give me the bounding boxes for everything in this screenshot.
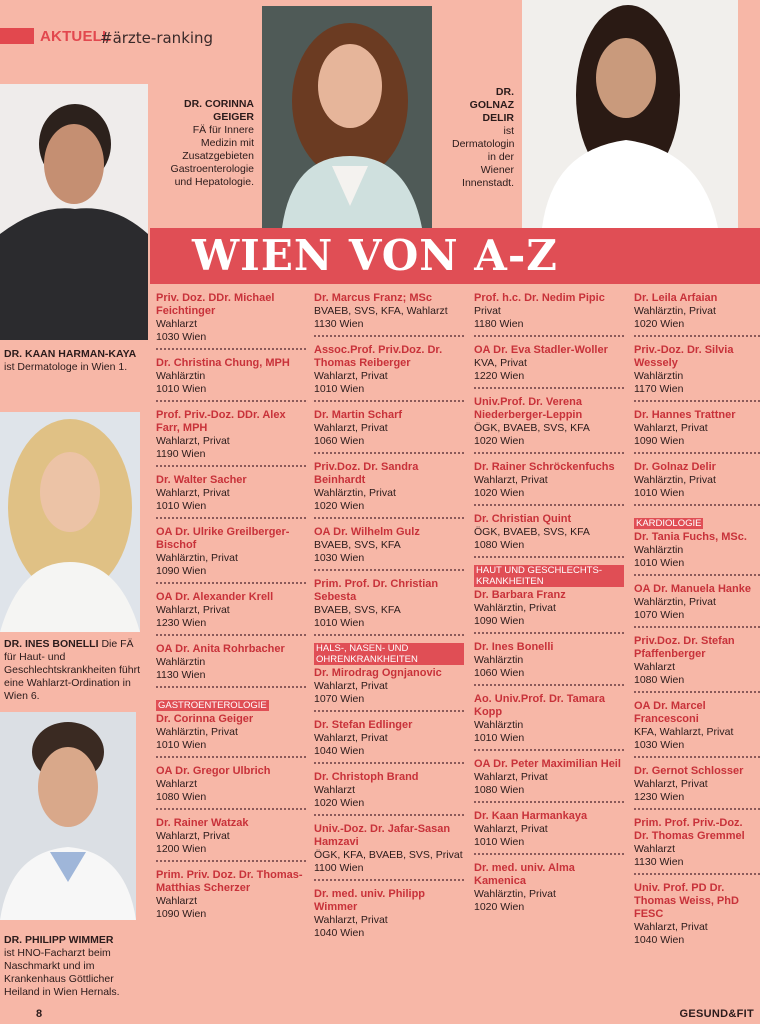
doctor-entry: [156, 472, 306, 519]
doctor-district: 1010 Wien: [474, 732, 525, 744]
doctor-insurance: Wahlärztin, Privat: [634, 305, 716, 317]
doctor-entry: [634, 880, 760, 951]
doctor-entry: [474, 639, 624, 686]
doctor-entry: [314, 290, 464, 337]
caption-harmankaya: [4, 348, 144, 374]
section-hashtag: #ärzte-ranking: [100, 29, 214, 47]
caption-geiger: [168, 98, 254, 189]
doctor-entry: [314, 524, 464, 571]
doctor-district: 1130 Wien: [314, 318, 364, 330]
doctor-column-4: [634, 290, 760, 956]
doctor-name: Prim. Prof. Dr. Christian Sebesta: [314, 578, 439, 603]
doctor-name: OA Dr. Gregor Ulbrich: [156, 765, 271, 777]
doctor-column-3: [474, 290, 624, 923]
doctor-entry: [156, 763, 306, 810]
doctor-entry: [634, 342, 760, 402]
page-number: 8: [36, 1008, 43, 1020]
portrait-photo-geiger: [262, 6, 432, 228]
doctor-district: 1080 Wien: [634, 674, 685, 686]
doctor-district: 1030 Wien: [634, 739, 685, 751]
doctor-insurance: Wahlarzt: [156, 778, 198, 790]
doctor-district: 1090 Wien: [156, 908, 207, 920]
doctor-entry: [634, 407, 760, 454]
doctor-insurance: Wahlarzt, Privat: [156, 435, 230, 447]
doctor-insurance: Wahlärztin: [474, 654, 524, 666]
doctor-insurance: Wahlarzt, Privat: [634, 778, 708, 790]
doctor-district: 1010 Wien: [634, 557, 685, 569]
doctor-district: 1010 Wien: [474, 836, 525, 848]
doctor-insurance: BVAEB, SVS, KFA, Wahlarzt: [314, 305, 448, 317]
doctor-name: Dr. Leila Arfaian: [634, 292, 718, 304]
doctor-district: 1230 Wien: [634, 791, 685, 803]
doctor-district: 1090 Wien: [474, 615, 525, 627]
doctor-district: 1040 Wien: [314, 745, 365, 757]
doctor-insurance: ÖGK, KFA, BVAEB, SVS, Privat: [314, 849, 463, 861]
doctor-entry: [314, 641, 464, 712]
caption-delir-name: DR. GOLNAZ DELIR: [469, 86, 514, 124]
doctor-name: Priv.Doz. Dr. Sandra Beinhardt: [314, 461, 419, 486]
caption-geiger-text: FÄ für Innere Medizin mit Zusatzgebieten Gastroenterologie und Hepatologie.: [170, 124, 254, 188]
doctor-district: 1070 Wien: [314, 693, 365, 705]
doctor-district: 1220 Wien: [474, 370, 525, 382]
doctor-insurance: Wahlarzt, Privat: [314, 680, 388, 692]
doctor-district: 1130 Wien: [156, 669, 206, 681]
doctor-insurance: Wahlarzt, Privat: [314, 914, 388, 926]
doctor-insurance: Wahlarzt, Privat: [314, 370, 388, 382]
doctor-entry: [474, 459, 624, 506]
doctor-district: 1020 Wien: [314, 500, 365, 512]
doctor-name: Priv.-Doz. Dr. Silvia Wessely: [634, 344, 734, 369]
specialty-label: HAUT UND GESCHLECHTS-KRANKHEITEN: [474, 565, 624, 587]
doctor-entry: [634, 698, 760, 758]
doctor-name: Prim. Prof. Priv.-Doz. Dr. Thomas Gremmel: [634, 817, 745, 842]
doctor-name: Dr. Walter Sacher: [156, 474, 247, 486]
doctor-insurance: KVA, Privat: [474, 357, 527, 369]
doctor-entry: [634, 633, 760, 693]
doctor-entry: [314, 821, 464, 881]
doctor-entry: [634, 290, 760, 337]
caption-bonelli: [4, 638, 148, 703]
doctor-insurance: Wahlarzt, Privat: [314, 422, 388, 434]
doctor-insurance: Wahlarzt, Privat: [474, 823, 548, 835]
doctor-entry: [156, 524, 306, 584]
doctor-name: Dr. Christian Quint: [474, 513, 572, 525]
doctor-entry: [474, 342, 624, 389]
doctor-name: Dr. Marcus Franz; MSc: [314, 292, 432, 304]
doctor-district: 1130 Wien: [634, 856, 684, 868]
caption-bonelli-text: Die FÄ für Haut- und Geschlechtskrankheiten führt eine Wahlarzt-Ordination in Wien 6.: [4, 638, 140, 702]
doctor-district: 1010 Wien: [156, 500, 207, 512]
doctor-district: 1010 Wien: [314, 617, 365, 629]
doctor-name: Dr. Ines Bonelli: [474, 641, 554, 653]
doctor-name: Priv.Doz. Dr. Stefan Pfaffenberger: [634, 635, 735, 660]
doctor-insurance: BVAEB, SVS, KFA: [314, 539, 401, 551]
doctor-district: 1080 Wien: [474, 784, 525, 796]
doctor-name: OA Dr. Alexander Krell: [156, 591, 274, 603]
doctor-insurance: Wahlarzt: [634, 661, 676, 673]
doctor-name: OA Dr. Manuela Hanke: [634, 583, 751, 595]
doctor-entry: [474, 860, 624, 918]
doctor-entry: [314, 407, 464, 454]
doctor-insurance: Wahlarzt, Privat: [314, 732, 388, 744]
doctor-name: Dr. Gernot Schlosser: [634, 765, 744, 777]
doctor-entry: [314, 769, 464, 816]
doctor-name: Ao. Univ.Prof. Dr. Tamara Kopp: [474, 693, 606, 718]
doctor-district: 1190 Wien: [156, 448, 206, 460]
page-title: WIEN VON A-Z: [192, 231, 558, 280]
doctor-insurance: KFA, Wahlarzt, Privat: [634, 726, 734, 738]
doctor-district: 1230 Wien: [156, 617, 207, 629]
doctor-insurance: Wahlärztin: [634, 370, 684, 382]
doctor-district: 1060 Wien: [474, 667, 525, 679]
doctor-name: Dr. Corinna Geiger: [156, 713, 254, 725]
doctor-insurance: Wahlarzt, Privat: [156, 830, 230, 842]
doctor-district: 1200 Wien: [156, 843, 207, 855]
doctor-name: Dr. Christoph Brand: [314, 771, 419, 783]
doctor-entry: [314, 342, 464, 402]
doctor-insurance: Wahlärztin, Privat: [634, 596, 716, 608]
section-marker: [0, 28, 34, 44]
doctor-name: OA Dr. Marcel Francesconi: [634, 700, 706, 725]
doctor-district: 1030 Wien: [156, 331, 207, 343]
doctor-district: 1020 Wien: [634, 318, 685, 330]
portrait-photo-wimmer: [0, 712, 136, 920]
caption-delir: [452, 86, 514, 190]
specialty-label: KARDIOLOGIE: [636, 518, 702, 529]
doctor-insurance: Wahlärztin, Privat: [474, 602, 556, 614]
doctor-entry: [474, 290, 624, 337]
doctor-insurance: Wahlarzt, Privat: [634, 921, 708, 933]
doctor-insurance: Wahlarzt, Privat: [156, 487, 230, 499]
doctor-district: 1010 Wien: [156, 383, 207, 395]
doctor-name: OA Dr. Anita Rohrbacher: [156, 643, 285, 655]
doctor-entry: [634, 815, 760, 875]
doctor-insurance: ÖGK, BVAEB, SVS, KFA: [474, 526, 590, 538]
doctor-name: OA Dr. Peter Maximilian Heil: [474, 758, 621, 770]
doctor-insurance: Wahlarzt: [634, 843, 676, 855]
caption-geiger-name: DR. CORINNA GEIGER: [184, 98, 254, 123]
doctor-entry: [156, 867, 306, 925]
doctor-name: Dr. Stefan Edlinger: [314, 719, 413, 731]
doctor-name: Dr. Barbara Franz: [474, 589, 566, 601]
doctor-entry: [314, 576, 464, 636]
doctor-entry: [474, 394, 624, 454]
doctor-district: 1090 Wien: [156, 565, 207, 577]
doctor-entry: [156, 693, 306, 758]
specialty-label: HALS-, NASEN- UND OHRENKRANKHEITEN: [314, 643, 464, 665]
doctor-name: Dr. Rainer Schröckenfuchs: [474, 461, 615, 473]
doctor-insurance: Wahlärztin: [474, 719, 524, 731]
doctor-insurance: BVAEB, SVS, KFA: [314, 604, 401, 616]
doctor-entry: [474, 511, 624, 558]
doctor-column-1: [156, 290, 306, 930]
doctor-name: Dr. med. univ. Philipp Wimmer: [314, 888, 426, 913]
caption-wimmer: [4, 934, 148, 999]
doctor-name: Prof. Priv.-Doz. DDr. Alex Farr, MPH: [156, 409, 286, 434]
doctor-insurance: Wahlarzt, Privat: [474, 771, 548, 783]
doctor-insurance: Wahlärztin, Privat: [156, 552, 238, 564]
caption-delir-text: ist Dermatologin in der Wiener Innenstadt.: [452, 125, 515, 189]
doctor-district: 1100 Wien: [314, 862, 364, 874]
doctor-district: 1020 Wien: [474, 487, 525, 499]
doctor-district: 1040 Wien: [314, 927, 365, 939]
doctor-name: Dr. Christina Chung, MPH: [156, 357, 290, 369]
caption-wimmer-text: ist HNO-Facharzt beim Naschmarkt und im Krankenhaus Göttlicher Heiland in Wien Hernals.: [4, 947, 120, 998]
doctor-name: Univ.Prof. Dr. Verena Niederberger-Leppin: [474, 396, 583, 421]
doctor-district: 1060 Wien: [314, 435, 365, 447]
doctor-name: Dr. Kaan Harmankaya: [474, 810, 588, 822]
doctor-name: Dr. Martin Scharf: [314, 409, 403, 421]
doctor-column-2: [314, 290, 464, 949]
doctor-entry: [156, 290, 306, 350]
magazine-brand: GESUND&FIT: [679, 1008, 754, 1020]
doctor-name: Dr. med. univ. Alma Kamenica: [474, 862, 575, 887]
doctor-entry: [474, 756, 624, 803]
doctor-district: 1030 Wien: [314, 552, 365, 564]
doctor-entry: [474, 691, 624, 751]
doctor-entry: [634, 511, 760, 576]
doctor-entry: [314, 459, 464, 519]
doctor-name: Priv. Doz. DDr. Michael Feichtinger: [156, 292, 275, 317]
doctor-district: 1010 Wien: [634, 487, 685, 499]
doctor-name: Prof. h.c. Dr. Nedim Pipic: [474, 292, 605, 304]
doctor-entry: [156, 815, 306, 862]
caption-bonelli-name: DR. INES BONELLI: [4, 638, 99, 650]
doctor-insurance: Wahlarzt: [156, 318, 198, 330]
doctor-entry: [156, 589, 306, 636]
doctor-entry: [156, 641, 306, 688]
doctor-insurance: Wahlarzt, Privat: [634, 422, 708, 434]
doctor-insurance: Wahlärztin: [634, 544, 684, 556]
doctor-name: Dr. Rainer Watzak: [156, 817, 249, 829]
doctor-entry: [314, 886, 464, 944]
doctor-entry: [634, 763, 760, 810]
specialty-label: GASTROENTEROLOGIE: [158, 700, 267, 711]
doctor-district: 1020 Wien: [474, 901, 525, 913]
doctor-entry: [474, 563, 624, 634]
doctor-name: Univ. Prof. PD Dr. Thomas Weiss, PhD FESC: [634, 882, 739, 920]
caption-harmankaya-name: DR. KAAN HARMAN-KAYA: [4, 348, 137, 360]
doctor-district: 1010 Wien: [314, 383, 365, 395]
portrait-photo-bonelli: [0, 412, 140, 632]
doctor-district: 1080 Wien: [156, 791, 207, 803]
doctor-entry: [634, 581, 760, 628]
doctor-entry: [156, 407, 306, 467]
doctor-insurance: Wahlärztin: [156, 656, 206, 668]
doctor-insurance: Wahlärztin, Privat: [156, 726, 238, 738]
doctor-district: 1080 Wien: [474, 539, 525, 551]
doctor-name: OA Dr. Wilhelm Gulz: [314, 526, 420, 538]
doctor-entry: [634, 459, 760, 506]
doctor-insurance: Wahlärztin, Privat: [634, 474, 716, 486]
doctor-district: 1040 Wien: [634, 934, 685, 946]
doctor-entry: [156, 355, 306, 402]
doctor-name: Dr. Mirodrag Ognjanovic: [314, 667, 442, 679]
doctor-district: 1180 Wien: [474, 318, 524, 330]
doctor-name: Univ.-Doz. Dr. Jafar-Sasan Hamzavi: [314, 823, 451, 848]
doctor-insurance: Wahlärztin, Privat: [474, 888, 556, 900]
doctor-district: 1070 Wien: [634, 609, 685, 621]
section-label: AKTUELL: [40, 28, 112, 45]
doctor-name: Prim. Priv. Doz. Dr. Thomas-Matthias Scherzer: [156, 869, 303, 894]
caption-wimmer-name: DR. PHILIPP WIMMER: [4, 934, 114, 946]
doctor-insurance: Wahlärztin, Privat: [314, 487, 396, 499]
doctor-entry: [314, 717, 464, 764]
doctor-insurance: Wahlarzt, Privat: [474, 474, 548, 486]
doctor-district: 1170 Wien: [634, 383, 684, 395]
doctor-name: Dr. Tania Fuchs, MSc.: [634, 531, 747, 543]
doctor-insurance: Wahlarzt, Privat: [156, 604, 230, 616]
doctor-name: Dr. Golnaz Delir: [634, 461, 716, 473]
doctor-district: 1010 Wien: [156, 739, 207, 751]
doctor-district: 1090 Wien: [634, 435, 685, 447]
doctor-name: Assoc.Prof. Priv.Doz. Dr. Thomas Reiberger: [314, 344, 443, 369]
doctor-name: Dr. Hannes Trattner: [634, 409, 736, 421]
doctor-insurance: ÖGK, BVAEB, SVS, KFA: [474, 422, 590, 434]
portrait-photo-delir: [522, 0, 738, 228]
doctor-name: OA Dr. Ulrike Greilberger-Bischof: [156, 526, 290, 551]
doctor-district: 1020 Wien: [314, 797, 365, 809]
doctor-insurance: Wahlarzt: [314, 784, 356, 796]
doctor-insurance: Wahlärztin: [156, 370, 206, 382]
doctor-insurance: Wahlarzt: [156, 895, 198, 907]
caption-harmankaya-text: ist Dermatologe in Wien 1.: [4, 361, 128, 373]
doctor-district: 1020 Wien: [474, 435, 525, 447]
portrait-photo-harmankaya: [0, 84, 148, 340]
doctor-entry: [474, 808, 624, 855]
doctor-insurance: Privat: [474, 305, 501, 317]
doctor-name: OA Dr. Eva Stadler-Woller: [474, 344, 608, 356]
